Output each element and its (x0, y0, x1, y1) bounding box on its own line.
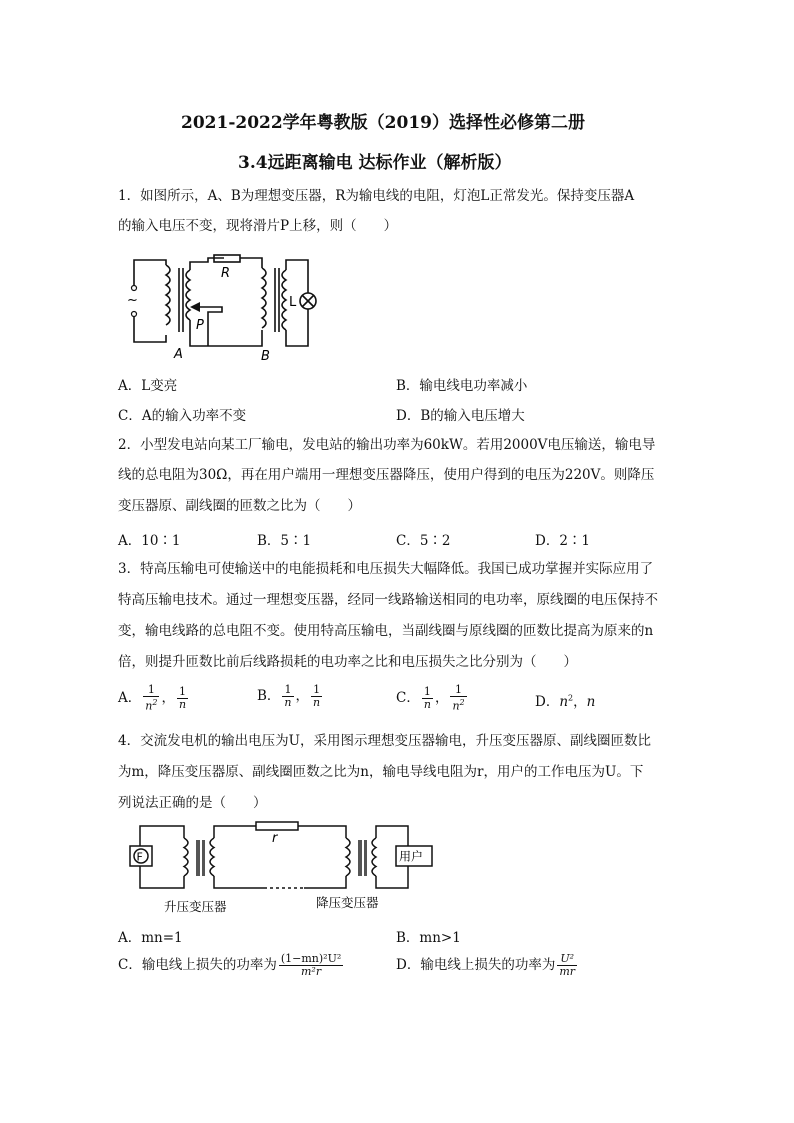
transformer-a-label: A (174, 347, 183, 362)
q2-line-3: 变压器原、副线圈的匝数之比为（ ） (118, 498, 361, 514)
q3-line-2: 特高压输电技术。通过一理想变压器，经同一线路输送相同的电功率，原线圈的电压保持不 (118, 592, 658, 608)
title-line-1: 2021-2022学年粤教版（2019）选择性必修第二册 (181, 113, 585, 133)
q4-option-b: B．mn>1 (396, 930, 461, 946)
q1-circuit-figure (118, 250, 328, 365)
q2-line-2: 线的总电阻为30Ω，再在用户端用一理想变压器降压，使用户得到的电压为220V。则降压 (118, 467, 655, 483)
q4-line-1: 4．交流发电机的输出电压为U，采用图示理想变压器输电，升压变压器原、副线圈匝数比 (118, 733, 651, 749)
q4-option-c (118, 953, 345, 978)
ac-source-label: ~ (127, 293, 138, 308)
q4-option-d-text: D．输电线上损失的功率为 (396, 957, 556, 973)
q3-option-c-label: C． (396, 689, 420, 706)
q3-line-3: 变，输电线路的总电阻不变。使用特高压输电，当副线圈与原线圈的匝数比提高为原来的n (118, 623, 654, 639)
q3-option-a: A． $\frac{1}{n^2}$ ， $\frac{1}{n}$ (118, 683, 187, 713)
q4-option-a: A．mn=1 (118, 930, 183, 946)
q4-option-d (396, 953, 579, 978)
user-label: 用户 (399, 849, 424, 864)
q1-option-d: D．B的输入电压增大 (396, 408, 525, 424)
q3-line-4: 倍，则提升匝数比前后线路损耗的电功率之比和电压损失之比分别为（ ） (118, 654, 577, 670)
q4-line-2: 为m，降压变压器原、副线圈匝数之比为n，输电导线电阻为r，用户的工作电压为U。下 (118, 764, 644, 780)
q2-option-d: D．2∶1 (535, 533, 591, 549)
q3-option-c: C． $\frac{1}{n}$ ， $\frac{1}{n^2}$ (396, 683, 465, 713)
lamp-l-label: L (289, 295, 297, 310)
resistor-r-label: R (221, 266, 231, 281)
fraction-1-over-n2: $\frac{1}{n^2}$ (145, 683, 158, 713)
line-resistor-r-label: r (272, 831, 278, 846)
q4-line-3: 列说法正确的是（ ） (118, 795, 267, 811)
q1-line-1: 1．如图所示，A、B为理想变压器，R为输电线的电阻，灯泡L正常发光。保持变压器A (118, 188, 635, 204)
q2-option-c: C．5∶2 (396, 533, 451, 549)
q1-option-a: A．L变亮 (118, 378, 178, 394)
fraction-1-over-n: $\frac{1}{n}$ (284, 683, 292, 709)
fraction-1-over-n: $\frac{1}{n}$ (423, 684, 431, 711)
q2-line-1: 2．小型发电站向某工厂输电，发电站的输出功率为60kW。若用2000V电压输送，输电导 (118, 437, 656, 453)
q4-option-c-text: C．输电线上损失的功率为 (118, 957, 277, 973)
q2-option-a: A．10∶1 (118, 533, 181, 549)
q4-option-d-fraction: $\frac{\text{U²}}{mr}$ (559, 952, 576, 978)
slider-p-label: P (196, 318, 204, 333)
step-up-transformer-label: 升压变压器 (164, 899, 227, 914)
q3-option-a-label: A． (118, 689, 142, 706)
q1-line-2: 的输入电压不变，现将滑片P上移，则（ ） (118, 218, 398, 234)
fraction-1-over-n: $\frac{1}{n}$ (178, 684, 187, 711)
title-line-2: 3.4远距离输电 达标作业（解析版） (238, 153, 512, 173)
fraction-1-over-n2: $\frac{1}{n^2}$ (452, 683, 465, 713)
q3-option-d-label: D． (535, 694, 560, 710)
q3-option-d: D．$n^2$，n (535, 693, 596, 710)
step-down-transformer-label: 降压变压器 (316, 895, 379, 910)
q3-option-b: B． $\frac{1}{n}$ ， $\frac{1}{n}$ (257, 683, 321, 709)
generator-f-label: F (136, 850, 143, 864)
transformer-b-label: B (261, 349, 270, 364)
q4-circuit-figure (118, 818, 438, 918)
q3-option-b-label: B． (257, 688, 281, 704)
q3-line-1: 3．特高压输电可使输送中的电能损耗和电压损失大幅降低。我国已成功掌握并实际应用了 (118, 561, 654, 577)
q2-option-b: B．5∶1 (257, 533, 312, 549)
fraction-1-over-n: $\frac{1}{n}$ (313, 683, 321, 709)
q1-option-c: C．A的输入功率不变 (118, 408, 247, 424)
q1-option-b: B．输电线电功率减小 (396, 378, 528, 394)
q4-option-c-fraction: $\frac{\text{(1−mn)²U²}}{\text{m²r}}$ (280, 952, 342, 978)
